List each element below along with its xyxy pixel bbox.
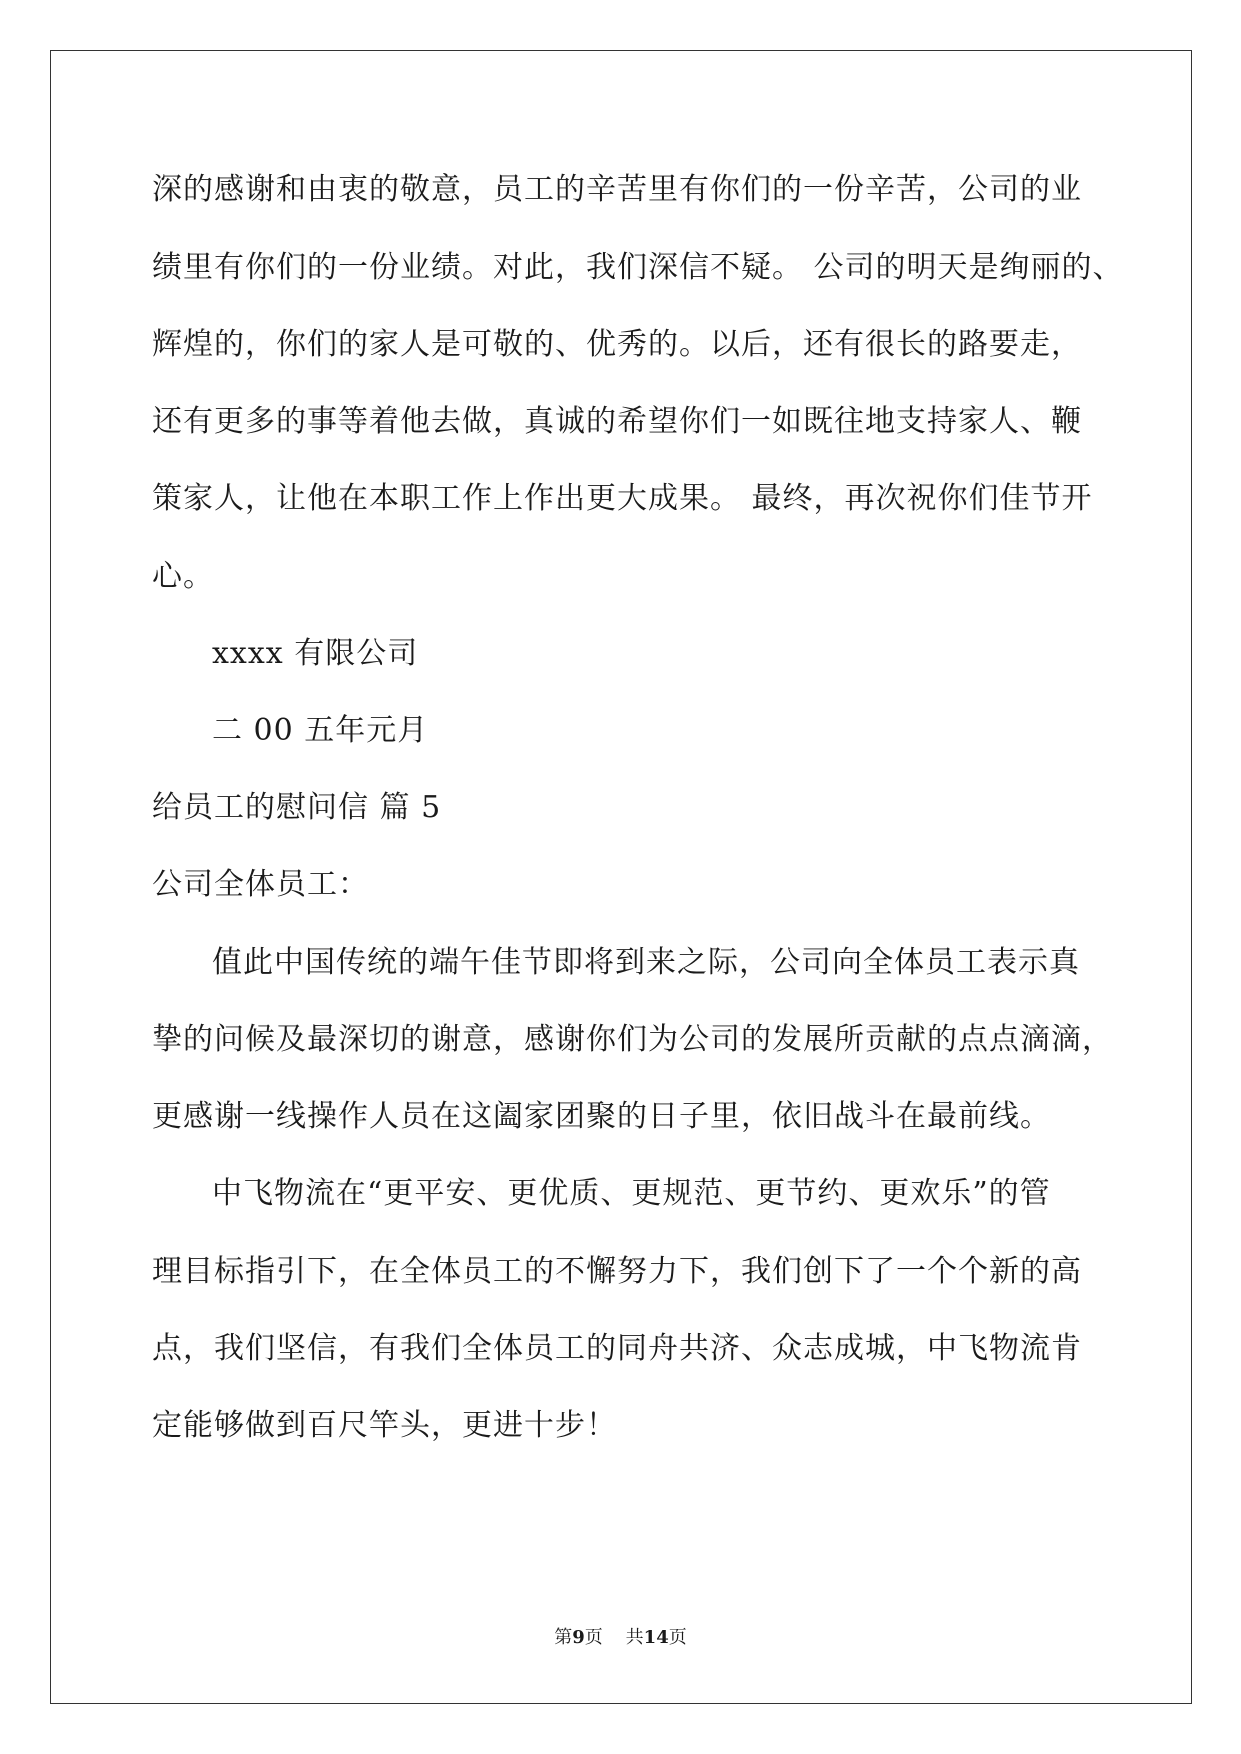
text-line: 挚的问候及最深切的谢意，感谢你们为公司的发展所贡献的点点滴滴， bbox=[152, 1022, 1113, 1057]
text-line: 心。 bbox=[152, 559, 214, 594]
text-line: 还有更多的事等着他去做，真诚的希望你们一如既往地支持家人、鞭 bbox=[152, 404, 1082, 439]
page-number: 9 bbox=[572, 1627, 585, 1648]
text-line: 中飞物流在“更平安、更优质、更规范、更节约、更欢乐”的管 bbox=[212, 1176, 1051, 1211]
text-line: 辉煌的，你们的家人是可敬的、优秀的。以后，还有很长的路要走， bbox=[152, 327, 1082, 362]
total-suffix: 页 bbox=[668, 1627, 687, 1648]
text-line: 更感谢一线操作人员在这阖家团聚的日子里，依旧战斗在最前线。 bbox=[152, 1099, 1051, 1134]
text-line: 值此中国传统的端午佳节即将到来之际，公司向全体员工表示真 bbox=[212, 945, 1080, 980]
text-line: 理目标指引下，在全体员工的不懈努力下，我们创下了一个个新的高 bbox=[152, 1254, 1082, 1289]
signature-company: xxxx 有限公司 bbox=[212, 636, 419, 671]
salutation: 公司全体员工： bbox=[152, 867, 369, 902]
text-line: 深的感谢和由衷的敬意，员工的辛苦里有你们的一份辛苦，公司的业 bbox=[152, 172, 1082, 207]
page-suffix: 页 bbox=[584, 1627, 603, 1648]
page-prefix: 第 bbox=[554, 1627, 573, 1648]
text-line: 策家人，让他在本职工作上作出更大成果。 最终，再次祝你们佳节开 bbox=[152, 481, 1093, 516]
total-pages: 14 bbox=[643, 1627, 669, 1648]
total-prefix: 共 bbox=[625, 1627, 644, 1648]
text-line: 绩里有你们的一份业绩。对此，我们深信不疑。 公司的明天是绚丽的、 bbox=[152, 250, 1124, 285]
section-title: 给员工的慰问信 篇 5 bbox=[152, 790, 442, 825]
page-footer bbox=[0, 1626, 1241, 1650]
signature-date: 二 00 五年元月 bbox=[212, 713, 429, 748]
text-line: 定能够做到百尺竿头，更进十步！ bbox=[152, 1408, 617, 1443]
text-line: 点，我们坚信，有我们全体员工的同舟共济、众志成城，中飞物流肯 bbox=[152, 1331, 1082, 1366]
